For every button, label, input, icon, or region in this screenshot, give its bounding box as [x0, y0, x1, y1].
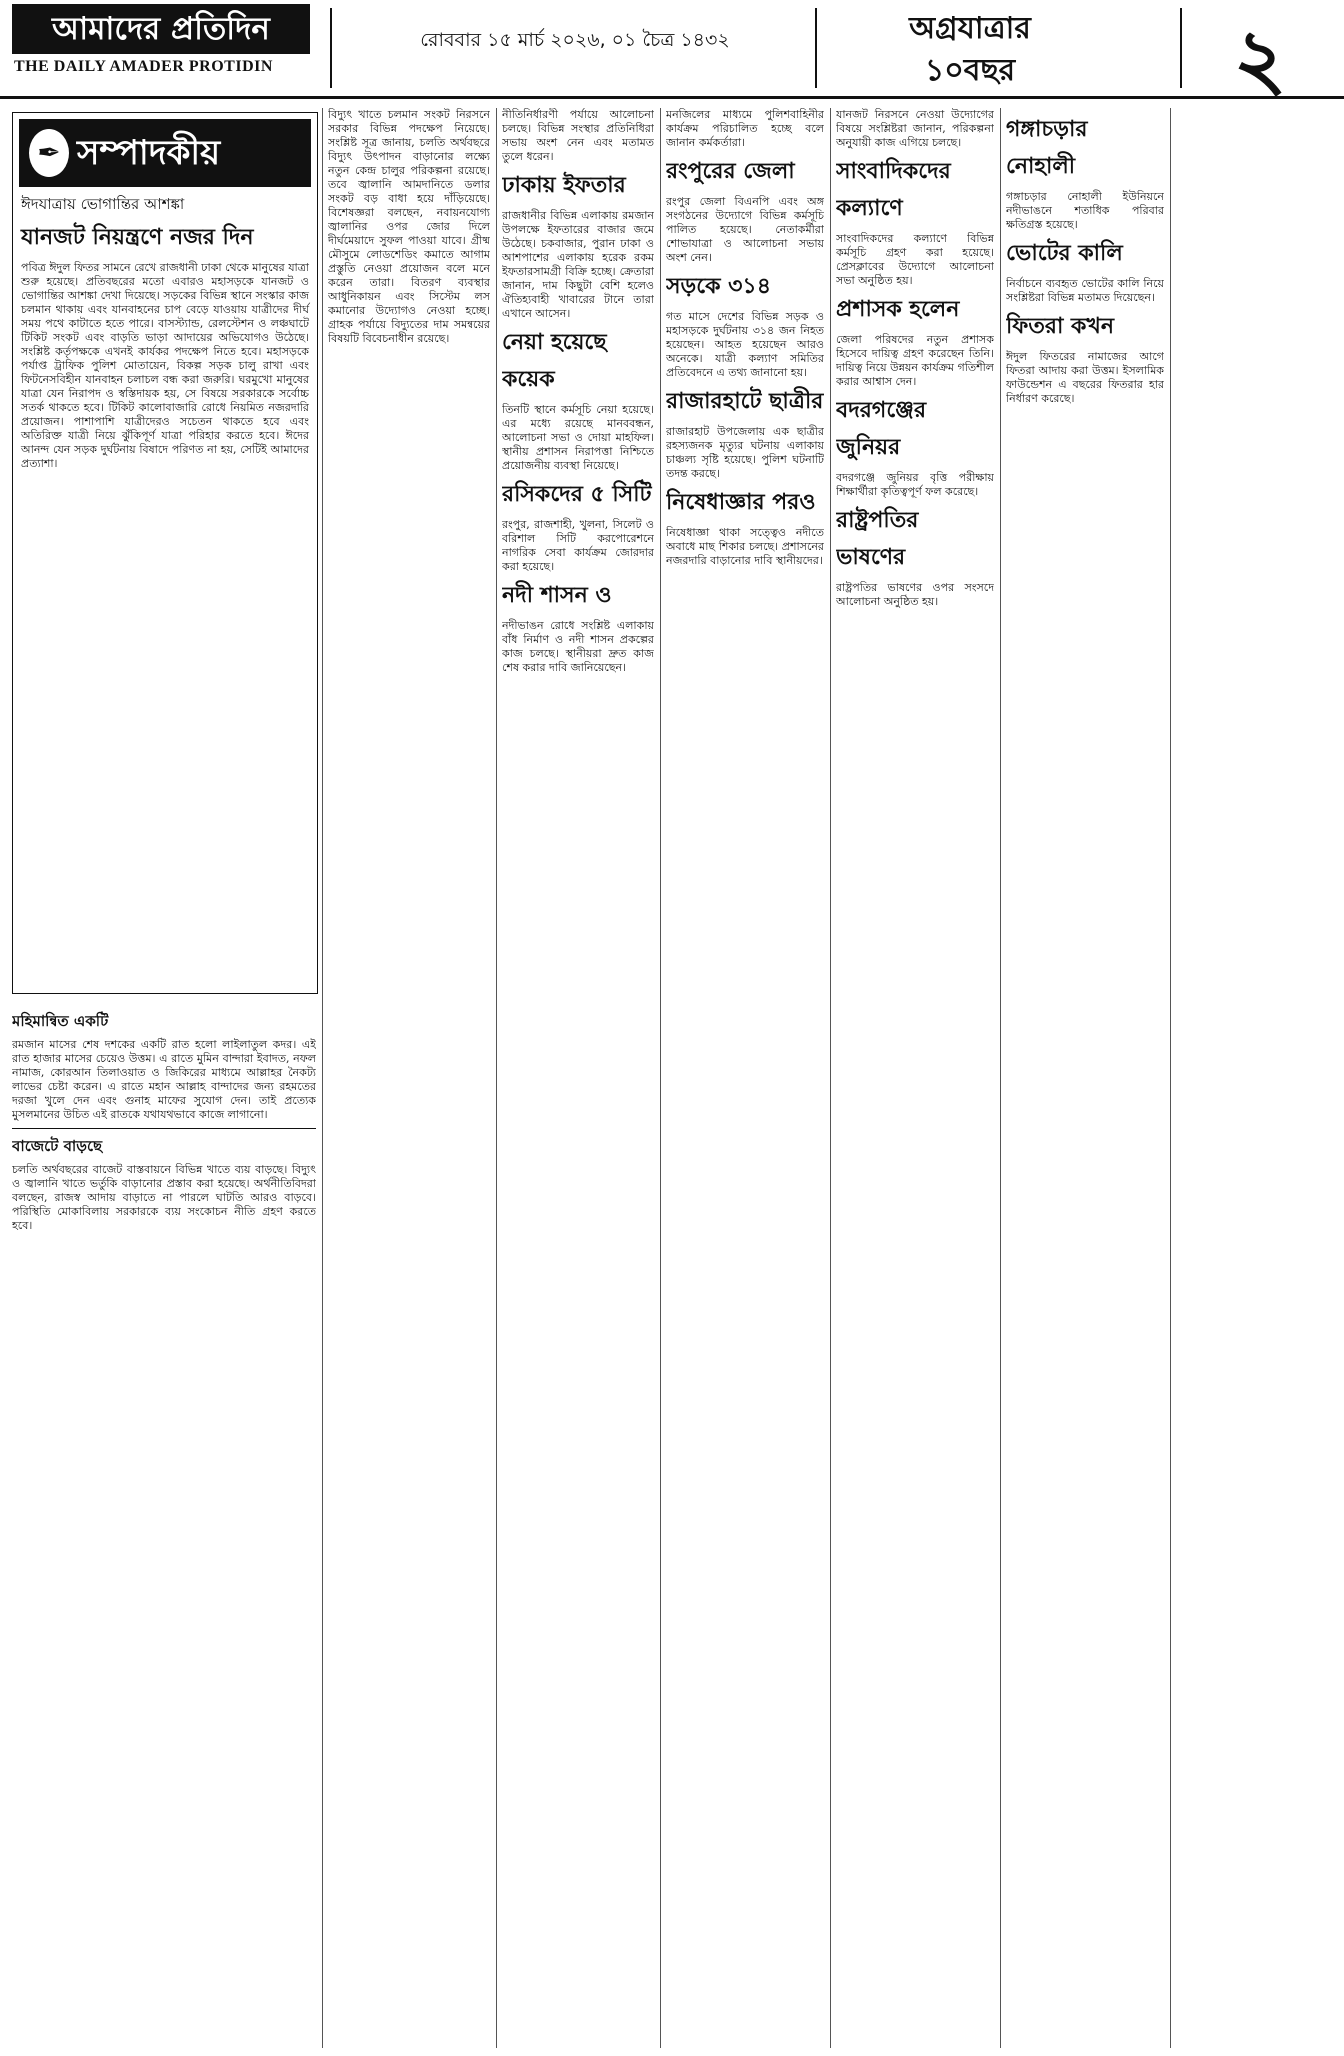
- news-heading: ফিতরা কখন: [1006, 314, 1114, 339]
- news-column: [12, 1004, 316, 2044]
- news-body: নীতিনির্ধারণী পর্যায়ে আলোচনা চলছে। বিভিন্ন সংস্থার প্রতিনিধিরা সভায় অংশ নেন এবং মতামত তুলে ধরেন।: [502, 108, 654, 163]
- newspaper-name-english: THE DAILY AMADER PROTIDIN: [14, 58, 273, 75]
- news-body: বিদ্যুৎ খাতে চলমান সংকট নিরসনে সরকার বিভিন্ন পদক্ষেপ নিয়েছে। সংশ্লিষ্ট সূত্র জানায়, চলতি অর্থবছরে বিদ্যুৎ উৎপাদন বাড়ানোর লক্ষ্যে নতুন কেন্দ্র চালুর পরিকল্পনা রয়েছে। তবে জ্বালানি আমদানিতে ডলার সংকট বড় বাধা হয়ে দাঁড়িয়েছে। বিশেষজ্ঞরা বলছেন, নবায়নযোগ্য জ্বালানির ওপর জোর দিলে দীর্ঘমেয়াদে সুফল পাওয়া যাবে। গ্রীষ্ম মৌসুমে লোডশেডিং কমাতে আগাম প্রস্তুতি নেওয়া প্রয়োজন বলে মনে করেন তারা। বিতরণ ব্যবস্থার আধুনিকায়ন এবং সিস্টেম লস কমানোর উদ্যোগও নেওয়া হচ্ছে। গ্রাহক পর্যায়ে বিদ্যুতের দাম সমন্বয়ের বিষয়টি বিবেচনাধীন রয়েছে।: [328, 108, 490, 345]
- news-heading: নেয়া হয়েছে কয়েক: [502, 330, 607, 392]
- news-heading: রংপুরের জেলা: [666, 159, 795, 184]
- editorial-banner: [19, 119, 311, 187]
- news-body: নির্বাচনে ব্যবহৃত ভোটের কালি নিয়ে সংশ্লিষ্টরা বিভিন্ন মতামত দিয়েছেন।: [1006, 277, 1164, 304]
- news-body: রাজারহাট উপজেলায় এক ছাত্রীর রহস্যজনক মৃত্যুর ঘটনায় এলাকায় চাঞ্চল্য সৃষ্টি হয়েছে। পুলিশ ঘটনাটি তদন্ত করছে।: [666, 425, 824, 480]
- news-heading: নিষেধাজ্ঞার পরও: [666, 490, 816, 515]
- news-body: নদীভাঙন রোধে সংশ্লিষ্ট এলাকায় বাঁধ নির্মাণ ও নদী শাসন প্রকল্পের কাজ চলছে। স্থানীয়রা দ্রুত কাজ শেষ করার দাবি জানিয়েছেন।: [502, 619, 654, 674]
- news-body: জেলা পরিষদের নতুন প্রশাসক হিসেবে দায়িত্ব গ্রহণ করেছেন তিনি। দায়িত্ব নিয়ে উন্নয়ন কার্যক্রম গতিশীল করার আশ্বাস দেন।: [836, 333, 994, 388]
- news-heading: গঙ্গাচড়ার নোহালী: [1006, 117, 1088, 179]
- section-divider: [12, 1128, 316, 1129]
- news-heading: সড়কে ৩১৪: [666, 274, 771, 299]
- column-rule: [1170, 108, 1171, 2048]
- column-rule: [496, 108, 497, 2048]
- news-heading: বদরগঞ্জের জুনিয়র: [836, 398, 927, 460]
- dateline: রোববার ১৫ মার্চ ২০২৬, ০১ চৈত্র ১৪৩২: [420, 29, 730, 51]
- editorial-kicker: ঈদযাত্রায় ভোগান্তির আশঙ্কা: [21, 195, 185, 213]
- news-body: যানজট নিরসনে নেওয়া উদ্যোগের বিষয়ে সংশ্লিষ্টরা জানান, পরিকল্পনা অনুযায়ী কাজ এগিয়ে চলছে।: [836, 108, 994, 149]
- news-body: রংপুর, রাজশাহী, খুলনা, সিলেট ও বরিশাল সিটি করপোরেশনে নাগরিক সেবা কার্যক্রম জোরদার করা হয়েছে।: [502, 518, 654, 573]
- news-heading: ভোটের কালি: [1006, 241, 1123, 266]
- page-number: ২: [1233, 12, 1287, 107]
- newspaper-logo: আমাদের প্রতিদিন: [12, 4, 310, 54]
- news-body: গত মাসে দেশের বিভিন্ন সড়ক ও মহাসড়কে দুর্ঘটনায় ৩১৪ জন নিহত হয়েছেন। আহত হয়েছেন আরও অনেকে। যাত্রী কল্যাণ সমিতির প্রতিবেদনে এ তথ্য জানানো হয়।: [666, 310, 824, 379]
- news-heading: রাজারহাটে ছাত্রীর: [666, 389, 824, 414]
- news-body: রমজান মাসের শেষ দশকের একটি রাত হলো লাইলাতুল কদর। এই রাত হাজার মাসের চেয়েও উত্তম। এ রাতে মুমিন বান্দারা ইবাদত, নফল নামাজ, কোরআন তিলাওয়াত ও জিকিরের মাধ্যমে আল্লাহর নৈকট্য লাভের চেষ্টা করেন। এ রাতে মহান আল্লাহ বান্দাদের জন্য রহমতের দরজা খুলে দেন এবং গুনাহ মাফের সুযোগ দেন। তাই প্রত্যেক মুসলমানের উচিত এই রাতকে যথাযথভাবে কাজে লাগানো।: [12, 1038, 316, 1121]
- masthead-divider: [815, 8, 817, 88]
- column-rule: [660, 108, 661, 2048]
- editorial-body: পবিত্র ঈদুল ফিতর সামনে রেখে রাজধানী ঢাকা থেকে মানুষের যাত্রা শুরু হয়েছে। প্রতিবছরের মতো এবারও মহাসড়কে যানজট ও ভোগান্তির আশঙ্কা দেখা দিয়েছে। সড়কের বিভিন্ন স্থানে সংস্কার কাজ চলমান থাকায় এবং যানবাহনের চাপ বেড়ে যাওয়ায় যাত্রীদের দীর্ঘ সময় পথে কাটাতে হতে পারে। বাসস্ট্যান্ড, রেলস্টেশন ও লঞ্চঘাটে টিকিট সংকট এবং বাড়তি ভাড়া আদায়ের অভিযোগও উঠেছে। সংশ্লিষ্ট কর্তৃপক্ষকে এখনই কার্যকর পদক্ষেপ নিতে হবে। মহাসড়কে পর্যাপ্ত ট্রাফিক পুলিশ মোতায়েন, বিকল্প সড়ক চালু রাখা এবং ফিটনেসবিহীন যানবাহন চলাচল বন্ধ করা জরুরি। ঘরমুখো মানুষের যাত্রা যেন নিরাপদ ও স্বস্তিদায়ক হয়, সে বিষয়ে সরকারকে সর্বোচ্চ সতর্ক থাকতে হবে। টিকিট কালোবাজারি রোধে নিয়মিত নজরদারি প্রয়োজন। পাশাপাশি যাত্রীদেরও সচেতন থাকতে হবে এবং অতিরিক্ত যাত্রী নিয়ে ঝুঁকিপূর্ণ যাত্রা পরিহার করতে হবে। ঈদের আনন্দ যেন সড়ক দুর্ঘটনায় বিষাদে পরিণত না হয়, সেটিই আমাদের প্রত্যাশা।: [21, 261, 309, 470]
- column-rule: [830, 108, 831, 2048]
- news-body: তিনটি স্থানে কর্মসূচি নেয়া হয়েছে। এর মধ্যে রয়েছে মানববন্ধন, আলোচনা সভা ও দোয়া মাহফিল। স্থানীয় প্রশাসন নিরাপত্তা নিশ্চিতে প্রয়োজনীয় ব্যবস্থা নিয়েছে।: [502, 403, 654, 472]
- editorial-banner-title: সম্পাদকীয়: [77, 133, 221, 173]
- news-heading: ঢাকায় ইফতার: [502, 173, 626, 198]
- news-body: নিষেধাজ্ঞা থাকা সত্ত্বেও নদীতে অবাধে মাছ শিকার চলছে। প্রশাসনের নজরদারি বাড়ানোর দাবি স্থানীয়দের।: [666, 526, 824, 567]
- news-heading: নদী শাসন ও: [502, 583, 612, 608]
- news-body: রাজধানীর বিভিন্ন এলাকায় রমজান উপলক্ষে ইফতারের বাজার জমে উঠেছে। চকবাজার, পুরান ঢাকা ও আশপাশের এলাকায় হরেক রকম ইফতারসামগ্রী বিক্রি হচ্ছে। ক্রেতারা জানান, দাম কিছুটা বেশি হলেও ঐতিহ্যবাহী খাবারের টানে তারা এখানে আসেন।: [502, 209, 654, 320]
- news-body: সাংবাদিকদের কল্যাণে বিভিন্ন কর্মসূচি গ্রহণ করা হয়েছে। প্রেসক্লাবের উদ্যোগে আলোচনা সভা অনুষ্ঠিত হয়।: [836, 232, 994, 287]
- anniversary-badge-line1: অগ্রযাত্রার: [909, 11, 1031, 46]
- news-body: চলতি অর্থবছরের বাজেট বাস্তবায়নে বিভিন্ন খাতে ব্যয় বাড়ছে। বিদ্যুৎ ও জ্বালানি খাতে ভর্তুকি বাড়ানোর প্রস্তাব করা হয়েছে। অর্থনীতিবিদরা বলছেন, রাজস্ব আদায় বাড়াতে না পারলে ঘাটতি আরও বাড়বে। পরিস্থিতি মোকাবিলায় সরকারকে ব্যয় সংকোচন নীতি গ্রহণ করতে হবে।: [12, 1163, 316, 1232]
- news-body: রাষ্ট্রপতির ভাষণের ওপর সংসদে আলোচনা অনুষ্ঠিত হয়।: [836, 581, 994, 608]
- column-rule: [322, 108, 323, 2048]
- news-heading: রসিকদের ৫ সিটি: [502, 482, 652, 507]
- news-heading: প্রশাসক হলেন: [836, 297, 960, 322]
- news-body: রংপুর জেলা বিএনপি এবং অঙ্গ সংগঠনের উদ্যোগে বিভিন্ন কর্মসূচি পালিত হয়েছে। নেতাকর্মীরা শোভাযাত্রা ও আলোচনা সভায় অংশ নেন।: [666, 195, 824, 264]
- news-body: গঙ্গাচড়ার নোহালী ইউনিয়নে নদীভাঙনে শতাধিক পরিবার ক্ষতিগ্রস্ত হয়েছে।: [1006, 190, 1164, 231]
- news-heading: সাংবাদিকদের কল্যাণে: [836, 159, 951, 221]
- news-body: মনজিলের মাধ্যমে পুলিশবাহিনীর কার্যক্রম পরিচালিত হচ্ছে বলে জানান কর্মকর্তারা।: [666, 108, 824, 149]
- news-column: [666, 108, 824, 2044]
- news-body: ঈদুল ফিতরের নামাজের আগে ফিতরা আদায় করা উত্তম। ইসলামিক ফাউন্ডেশন এ বছরের ফিতরার হার নির্ধারণ করেছে।: [1006, 350, 1164, 405]
- news-heading: রাষ্ট্রপতির ভাষণের: [836, 508, 919, 570]
- news-heading: বাজেটে বাড়ছে: [12, 1137, 103, 1155]
- quill-pen-icon: ✒: [29, 129, 69, 177]
- news-column: [1176, 108, 1336, 2044]
- masthead-divider: [330, 8, 332, 88]
- column-rule: [1000, 108, 1001, 2048]
- news-column: [836, 108, 994, 2044]
- news-column: [1006, 108, 1164, 2044]
- anniversary-badge-line2: ১০বছর: [924, 53, 1016, 88]
- news-body: বদরগঞ্জে জুনিয়র বৃত্তি পরীক্ষায় শিক্ষার্থীরা কৃতিত্বপূর্ণ ফল করেছে।: [836, 471, 994, 498]
- news-column: [328, 108, 490, 2044]
- masthead-divider: [1180, 8, 1182, 88]
- news-column: [502, 108, 654, 2044]
- editorial-box: [12, 112, 318, 994]
- news-heading: মহিমান্বিত একটি: [12, 1012, 109, 1030]
- editorial-headline: যানজট নিয়ন্ত্রণে নজর দিন: [21, 225, 254, 250]
- masthead: [0, 0, 1344, 107]
